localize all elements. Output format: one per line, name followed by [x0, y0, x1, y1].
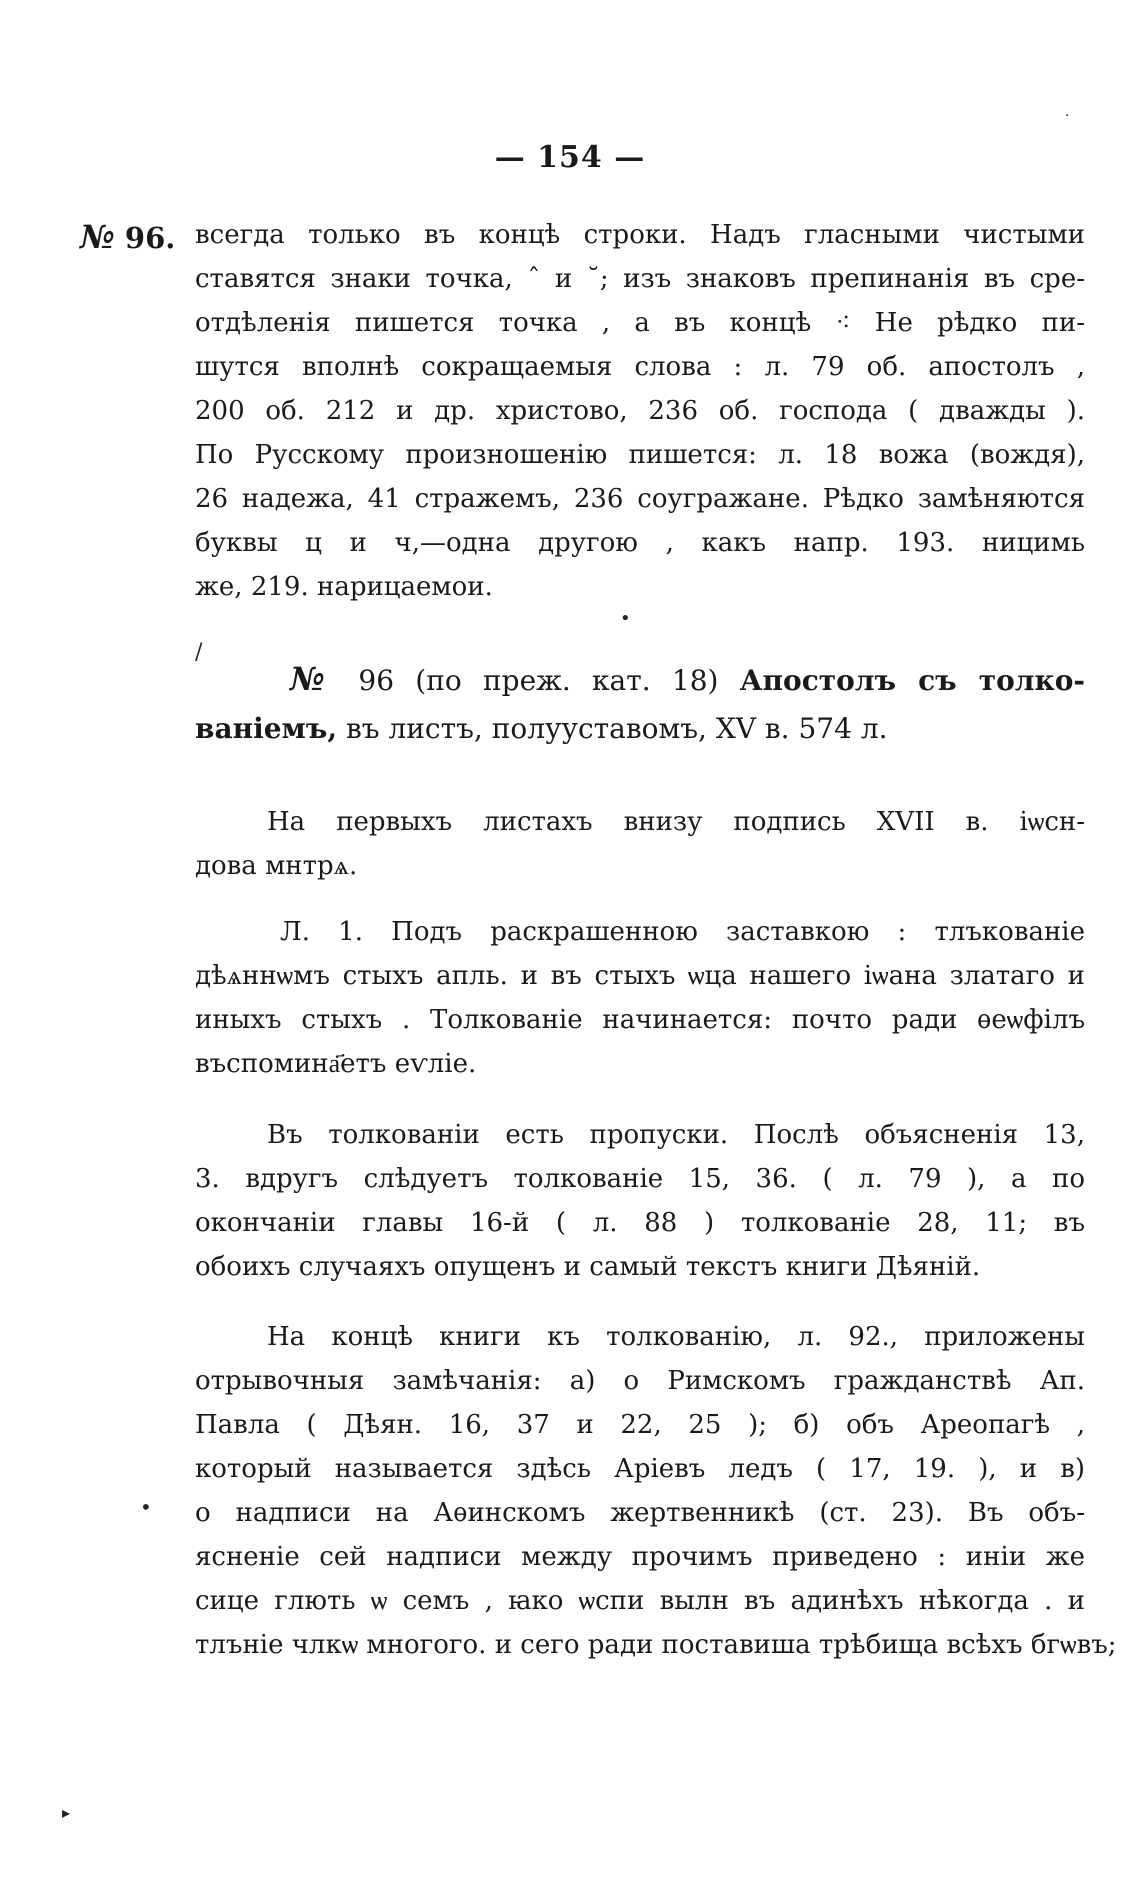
paragraph-4 [195, 1113, 1085, 1289]
text-line: ставятся знаки точка, ˆ и ˘; изъ знаковъ препинанія въ сре- [195, 264, 1085, 294]
paragraph-1 [195, 213, 1085, 609]
text-line: По Русскому произношенію пишется: л. 18 вожа (вождя), [195, 440, 1085, 470]
title-description: въ листъ, полууставомъ, XV в. 574 л. [346, 712, 888, 745]
entry-title [195, 655, 1085, 753]
text-line: Л. 1. Подъ раскрашенною заставкою : тлъкованіе [280, 917, 1085, 947]
entry-label [80, 218, 175, 256]
text-line: ясненіе сей надписи между прочимъ приведено : инiи же [195, 1542, 1085, 1572]
text-line: дова мнтрѧ. [195, 851, 358, 881]
title-sign: № [290, 660, 338, 698]
entry-sign: № [80, 218, 115, 256]
text-line: въспомина҃етъ еѵліе. [195, 1049, 477, 1079]
text-line: который называется здѣсь Аріевъ ледъ ( 17, 19. ), и в) [195, 1454, 1085, 1484]
print-speck: / [195, 640, 203, 665]
entry-number: 96. [124, 221, 176, 255]
print-speck: · [1065, 108, 1070, 124]
text-line: 200 об. 212 и др. христово, 236 об. господа ( дважды ). [195, 396, 1085, 426]
title-catalog: 96 (по преж. кат. 18) [358, 664, 719, 697]
text-line: сице глють ѡ семъ , ꙗко ѡспи вылн въ адинѣхъ нѣкогда . и [195, 1586, 1085, 1616]
text-line: обоихъ случаяхъ опущенъ и самый текстъ книги Дѣяній. [195, 1252, 981, 1282]
page-number: — 154 — [494, 140, 646, 175]
text-line: На первыхъ листахъ внизу подпись XVII в. іѡсн- [267, 807, 1085, 837]
text-line: 26 надежа, 41 стражемъ, 236 соугражане. Рѣдко замѣняются [195, 484, 1085, 514]
text-line: На концѣ книги къ толкованію, л. 92., приложены [267, 1322, 1085, 1352]
text-line: буквы ц и ч,—одна другою , какъ напр. 193. ницимь [195, 528, 1085, 558]
text-line: шутся вполнѣ сокращаемыя слова : л. 79 об. апостолъ , [195, 352, 1085, 382]
text-line: 3. вдругъ слѣдуетъ толкованіе 15, 36. ( л. 79 ), а по [195, 1164, 1085, 1194]
text-line: дѣѧннѡмъ стыхъ апль. и въ стыхъ ѡца нашего іѡана златаго и [195, 961, 1085, 991]
title-line-1 [195, 655, 1085, 705]
title-line-2 [195, 705, 1085, 753]
text-line: окончаніи главы 16-й ( л. 88 ) толкованіе 28, 11; въ [195, 1208, 1085, 1238]
text-line: всегда только въ концѣ строки. Надъ гласными чистыми [195, 220, 1085, 250]
text-line: о надписи на Аѳинскомъ жертвенникѣ (ст. 23). Въ объ- [195, 1498, 1085, 1528]
print-speck: • [140, 1495, 152, 1519]
title-work-cont: ваніемъ, [195, 712, 338, 745]
paragraph-2 [195, 800, 1085, 888]
print-speck: ▸ [62, 1803, 71, 1822]
title-work: Апостолъ съ толко- [739, 664, 1086, 697]
text-line: отдѣленія пишется точка , а въ концѣ ⁖ Не рѣдко пи- [195, 308, 1085, 338]
print-speck: • [620, 608, 631, 629]
text-line: тлъніе члкѡ многого. и сего ради поставиша трѣбища всѣхъ бгѡвъ; [195, 1630, 1117, 1660]
text-line: отрывочныя замѣчанія: а) о Римскомъ гражданствѣ Ап. [195, 1366, 1085, 1396]
text-line: же, 219. нарицаемои. [195, 572, 493, 602]
paragraph-3 [195, 910, 1085, 1086]
text-line: иныхъ стыхъ . Толкованіе начинается: почто ради ѳеѡфілъ [195, 1005, 1085, 1035]
text-line: Павла ( Дѣян. 16, 37 и 22, 25 ); б) объ Ареопагѣ , [195, 1410, 1085, 1440]
text-line: Въ толкованіи есть пропуски. Послѣ объясненія 13, [267, 1120, 1085, 1150]
paragraph-5 [195, 1315, 1117, 1667]
